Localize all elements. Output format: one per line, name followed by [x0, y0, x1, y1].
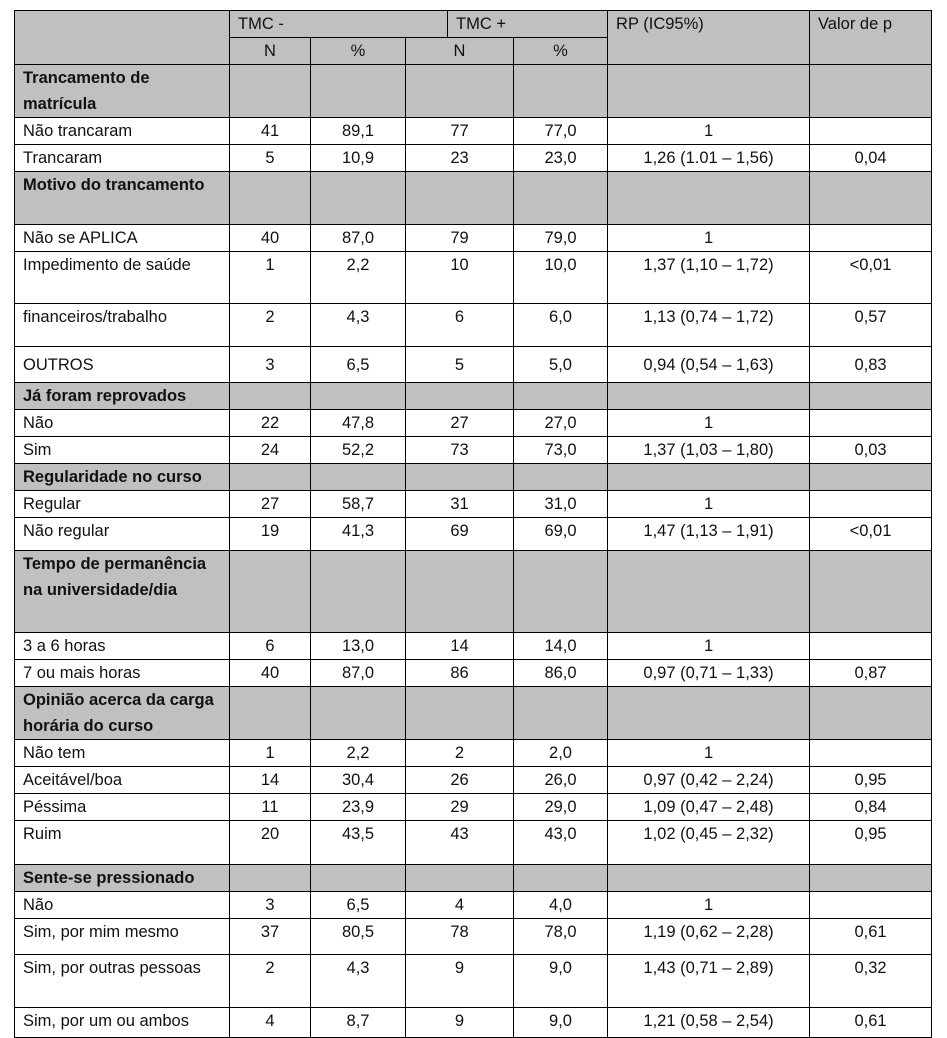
- prevalence-ratio: 1,21 (0,58 – 2,54): [608, 1008, 810, 1038]
- empty-cell: [406, 172, 514, 225]
- row-label: 3 a 6 horas: [15, 633, 230, 660]
- empty-cell: [230, 383, 311, 410]
- n-tmc-positive: 86: [406, 660, 514, 687]
- prevalence-ratio: 1: [608, 491, 810, 518]
- table-row: [15, 118, 932, 145]
- empty-cell: [311, 551, 406, 633]
- section-header-row: [15, 865, 932, 892]
- empty-cell: [230, 65, 311, 118]
- empty-cell: [311, 383, 406, 410]
- p-value: [810, 491, 932, 518]
- n-tmc-negative: 40: [230, 660, 311, 687]
- p-value: <0,01: [810, 518, 932, 551]
- pct-tmc-positive: 27,0: [514, 410, 608, 437]
- empty-cell: [230, 551, 311, 633]
- n-tmc-positive: 69: [406, 518, 514, 551]
- pct-tmc-negative: 2,2: [311, 740, 406, 767]
- pct-tmc-negative: 8,7: [311, 1008, 406, 1038]
- header-pct-neg: %: [311, 38, 406, 65]
- prevalence-ratio: 1: [608, 118, 810, 145]
- p-value: 0,32: [810, 955, 932, 1008]
- pct-tmc-negative: 89,1: [311, 118, 406, 145]
- empty-cell: [608, 687, 810, 740]
- table-row: [15, 919, 932, 955]
- prevalence-ratio: 1,47 (1,13 – 1,91): [608, 518, 810, 551]
- prevalence-ratio: 1: [608, 225, 810, 252]
- empty-cell: [406, 687, 514, 740]
- empty-cell: [608, 464, 810, 491]
- pct-tmc-negative: 13,0: [311, 633, 406, 660]
- n-tmc-negative: 40: [230, 225, 311, 252]
- empty-cell: [406, 865, 514, 892]
- pct-tmc-positive: 29,0: [514, 794, 608, 821]
- row-label: Trancaram: [15, 145, 230, 172]
- header-n-neg: N: [230, 38, 311, 65]
- empty-cell: [311, 687, 406, 740]
- n-tmc-positive: 10: [406, 252, 514, 304]
- header-row-1: [15, 11, 932, 38]
- pct-tmc-positive: 5,0: [514, 347, 608, 383]
- header-tmc-positive: TMC +: [447, 11, 607, 37]
- section-label: Já foram reprovados: [15, 383, 230, 410]
- empty-cell: [230, 172, 311, 225]
- pct-tmc-negative: 30,4: [311, 767, 406, 794]
- empty-cell: [230, 687, 311, 740]
- table-row: [15, 955, 932, 1008]
- n-tmc-positive: 31: [406, 491, 514, 518]
- empty-cell: [514, 172, 608, 225]
- pct-tmc-positive: 79,0: [514, 225, 608, 252]
- n-tmc-positive: 43: [406, 821, 514, 865]
- prevalence-ratio: 1: [608, 740, 810, 767]
- p-value: [810, 892, 932, 919]
- p-value: 0,83: [810, 347, 932, 383]
- row-label: Sim, por mim mesmo: [15, 919, 230, 955]
- n-tmc-positive: 27: [406, 410, 514, 437]
- empty-cell: [406, 464, 514, 491]
- empty-cell: [608, 551, 810, 633]
- empty-cell: [514, 383, 608, 410]
- n-tmc-negative: 27: [230, 491, 311, 518]
- n-tmc-negative: 22: [230, 410, 311, 437]
- n-tmc-negative: 11: [230, 794, 311, 821]
- table-row: [15, 252, 932, 304]
- n-tmc-negative: 20: [230, 821, 311, 865]
- empty-cell: [810, 551, 932, 633]
- empty-cell: [311, 865, 406, 892]
- section-header-row: [15, 464, 932, 491]
- p-value: 0,84: [810, 794, 932, 821]
- n-tmc-negative: 1: [230, 252, 311, 304]
- row-label: Sim, por outras pessoas: [15, 955, 230, 1008]
- pct-tmc-positive: 31,0: [514, 491, 608, 518]
- pct-tmc-positive: 10,0: [514, 252, 608, 304]
- row-label: Sim, por um ou ambos: [15, 1008, 230, 1038]
- table-row: [15, 892, 932, 919]
- header-pct-pos: %: [514, 38, 608, 65]
- pct-tmc-positive: 43,0: [514, 821, 608, 865]
- pct-tmc-positive: 73,0: [514, 437, 608, 464]
- pct-tmc-negative: 43,5: [311, 821, 406, 865]
- table-row: [15, 410, 932, 437]
- section-label: Sente-se pressionado: [15, 865, 230, 892]
- p-value: [810, 740, 932, 767]
- empty-cell: [608, 383, 810, 410]
- pct-tmc-negative: 2,2: [311, 252, 406, 304]
- empty-cell: [810, 464, 932, 491]
- n-tmc-positive: 4: [406, 892, 514, 919]
- section-header-row: [15, 687, 932, 740]
- n-tmc-positive: 2: [406, 740, 514, 767]
- header-p-value: Valor de p: [810, 11, 932, 65]
- table-row: [15, 767, 932, 794]
- pct-tmc-positive: 6,0: [514, 304, 608, 347]
- section-label: Opinião acerca da carga horária do curso: [15, 687, 230, 740]
- pct-tmc-positive: 23,0: [514, 145, 608, 172]
- row-label: Aceitável/boa: [15, 767, 230, 794]
- prevalence-ratio: 1: [608, 410, 810, 437]
- n-tmc-positive: 14: [406, 633, 514, 660]
- row-label: Sim: [15, 437, 230, 464]
- p-value: [810, 410, 932, 437]
- empty-cell: [810, 687, 932, 740]
- pct-tmc-negative: 41,3: [311, 518, 406, 551]
- pct-tmc-positive: 4,0: [514, 892, 608, 919]
- empty-cell: [406, 551, 514, 633]
- prevalence-ratio: 1: [608, 633, 810, 660]
- n-tmc-negative: 1: [230, 740, 311, 767]
- prevalence-ratio: 1,26 (1.01 – 1,56): [608, 145, 810, 172]
- table-row: [15, 633, 932, 660]
- table-row: [15, 821, 932, 865]
- n-tmc-negative: 24: [230, 437, 311, 464]
- p-value: 0,57: [810, 304, 932, 347]
- table-row: [15, 225, 932, 252]
- pct-tmc-negative: 4,3: [311, 955, 406, 1008]
- table-row: [15, 518, 932, 551]
- table-row: [15, 660, 932, 687]
- row-label: Não trancaram: [15, 118, 230, 145]
- table-row: [15, 794, 932, 821]
- empty-cell: [514, 464, 608, 491]
- prevalence-ratio: 1,02 (0,45 – 2,32): [608, 821, 810, 865]
- row-label: Não: [15, 892, 230, 919]
- n-tmc-positive: 5: [406, 347, 514, 383]
- pct-tmc-negative: 10,9: [311, 145, 406, 172]
- empty-cell: [406, 383, 514, 410]
- row-label: Regular: [15, 491, 230, 518]
- pct-tmc-positive: 26,0: [514, 767, 608, 794]
- section-header-row: [15, 383, 932, 410]
- pct-tmc-positive: 78,0: [514, 919, 608, 955]
- p-value: [810, 118, 932, 145]
- table-row: [15, 304, 932, 347]
- prevalence-ratio: 1,09 (0,47 – 2,48): [608, 794, 810, 821]
- n-tmc-positive: 78: [406, 919, 514, 955]
- table-row: [15, 491, 932, 518]
- p-value: 0,95: [810, 767, 932, 794]
- empty-cell: [514, 687, 608, 740]
- n-tmc-negative: 5: [230, 145, 311, 172]
- empty-cell: [311, 464, 406, 491]
- prevalence-ratio: 1,13 (0,74 – 1,72): [608, 304, 810, 347]
- pct-tmc-positive: 9,0: [514, 1008, 608, 1038]
- section-label: Trancamento de matrícula: [15, 65, 230, 118]
- section-label: Motivo do trancamento: [15, 172, 230, 225]
- row-label: Impedimento de saúde: [15, 252, 230, 304]
- table-row: [15, 740, 932, 767]
- section-label: Regularidade no curso: [15, 464, 230, 491]
- section-label: Tempo de permanência na universidade/dia: [15, 551, 230, 633]
- table-row: [15, 1008, 932, 1038]
- empty-cell: [230, 865, 311, 892]
- n-tmc-negative: 6: [230, 633, 311, 660]
- header-rp: RP (IC95%): [608, 11, 810, 65]
- empty-cell: [810, 383, 932, 410]
- section-header-row: [15, 551, 932, 633]
- n-tmc-positive: 23: [406, 145, 514, 172]
- p-value: [810, 633, 932, 660]
- empty-cell: [311, 65, 406, 118]
- header-empty-cell: [15, 11, 230, 65]
- header-tmc-negative: TMC -: [238, 15, 284, 33]
- p-value: 0,61: [810, 1008, 932, 1038]
- header-tmc-group: [230, 11, 608, 38]
- empty-cell: [514, 551, 608, 633]
- pct-tmc-negative: 52,2: [311, 437, 406, 464]
- empty-cell: [810, 865, 932, 892]
- prevalence-ratio: 1: [608, 892, 810, 919]
- n-tmc-negative: 37: [230, 919, 311, 955]
- pct-tmc-negative: 47,8: [311, 410, 406, 437]
- pct-tmc-positive: 14,0: [514, 633, 608, 660]
- table-row: [15, 145, 932, 172]
- results-table: [14, 10, 932, 1038]
- n-tmc-negative: 2: [230, 304, 311, 347]
- n-tmc-positive: 29: [406, 794, 514, 821]
- prevalence-ratio: 0,97 (0,42 – 2,24): [608, 767, 810, 794]
- empty-cell: [311, 172, 406, 225]
- prevalence-ratio: 1,43 (0,71 – 2,89): [608, 955, 810, 1008]
- empty-cell: [230, 464, 311, 491]
- p-value: 0,95: [810, 821, 932, 865]
- empty-cell: [514, 865, 608, 892]
- row-label: Não tem: [15, 740, 230, 767]
- pct-tmc-negative: 58,7: [311, 491, 406, 518]
- row-label: Não se APLICA: [15, 225, 230, 252]
- n-tmc-negative: 4: [230, 1008, 311, 1038]
- table-row: [15, 347, 932, 383]
- header-tmc-inner: [230, 11, 607, 37]
- row-label: OUTROS: [15, 347, 230, 383]
- n-tmc-positive: 73: [406, 437, 514, 464]
- section-header-row: [15, 65, 932, 118]
- table-row: [15, 437, 932, 464]
- n-tmc-positive: 6: [406, 304, 514, 347]
- prevalence-ratio: 0,94 (0,54 – 1,63): [608, 347, 810, 383]
- empty-cell: [514, 65, 608, 118]
- empty-cell: [406, 65, 514, 118]
- prevalence-ratio: 0,97 (0,71 – 1,33): [608, 660, 810, 687]
- n-tmc-negative: 41: [230, 118, 311, 145]
- row-label: 7 ou mais horas: [15, 660, 230, 687]
- prevalence-ratio: 1,37 (1,10 – 1,72): [608, 252, 810, 304]
- row-label: Não: [15, 410, 230, 437]
- pct-tmc-positive: 9,0: [514, 955, 608, 1008]
- p-value: [810, 225, 932, 252]
- pct-tmc-negative: 23,9: [311, 794, 406, 821]
- pct-tmc-negative: 6,5: [311, 347, 406, 383]
- pct-tmc-negative: 87,0: [311, 225, 406, 252]
- n-tmc-negative: 19: [230, 518, 311, 551]
- row-label: Ruim: [15, 821, 230, 865]
- n-tmc-positive: 77: [406, 118, 514, 145]
- n-tmc-negative: 14: [230, 767, 311, 794]
- n-tmc-positive: 9: [406, 955, 514, 1008]
- pct-tmc-positive: 86,0: [514, 660, 608, 687]
- header-n-pos: N: [406, 38, 514, 65]
- p-value: <0,01: [810, 252, 932, 304]
- n-tmc-positive: 26: [406, 767, 514, 794]
- prevalence-ratio: 1,19 (0,62 – 2,28): [608, 919, 810, 955]
- empty-cell: [608, 865, 810, 892]
- n-tmc-negative: 3: [230, 347, 311, 383]
- empty-cell: [810, 65, 932, 118]
- empty-cell: [608, 65, 810, 118]
- row-label: financeiros/trabalho: [15, 304, 230, 347]
- p-value: 0,61: [810, 919, 932, 955]
- pct-tmc-positive: 69,0: [514, 518, 608, 551]
- section-header-row: [15, 172, 932, 225]
- empty-cell: [810, 172, 932, 225]
- n-tmc-negative: 2: [230, 955, 311, 1008]
- n-tmc-positive: 9: [406, 1008, 514, 1038]
- prevalence-ratio: 1,37 (1,03 – 1,80): [608, 437, 810, 464]
- pct-tmc-negative: 6,5: [311, 892, 406, 919]
- pct-tmc-negative: 80,5: [311, 919, 406, 955]
- n-tmc-negative: 3: [230, 892, 311, 919]
- pct-tmc-positive: 2,0: [514, 740, 608, 767]
- row-label: Não regular: [15, 518, 230, 551]
- empty-cell: [608, 172, 810, 225]
- n-tmc-positive: 79: [406, 225, 514, 252]
- pct-tmc-negative: 4,3: [311, 304, 406, 347]
- p-value: 0,04: [810, 145, 932, 172]
- row-label: Péssima: [15, 794, 230, 821]
- pct-tmc-positive: 77,0: [514, 118, 608, 145]
- p-value: 0,03: [810, 437, 932, 464]
- pct-tmc-negative: 87,0: [311, 660, 406, 687]
- p-value: 0,87: [810, 660, 932, 687]
